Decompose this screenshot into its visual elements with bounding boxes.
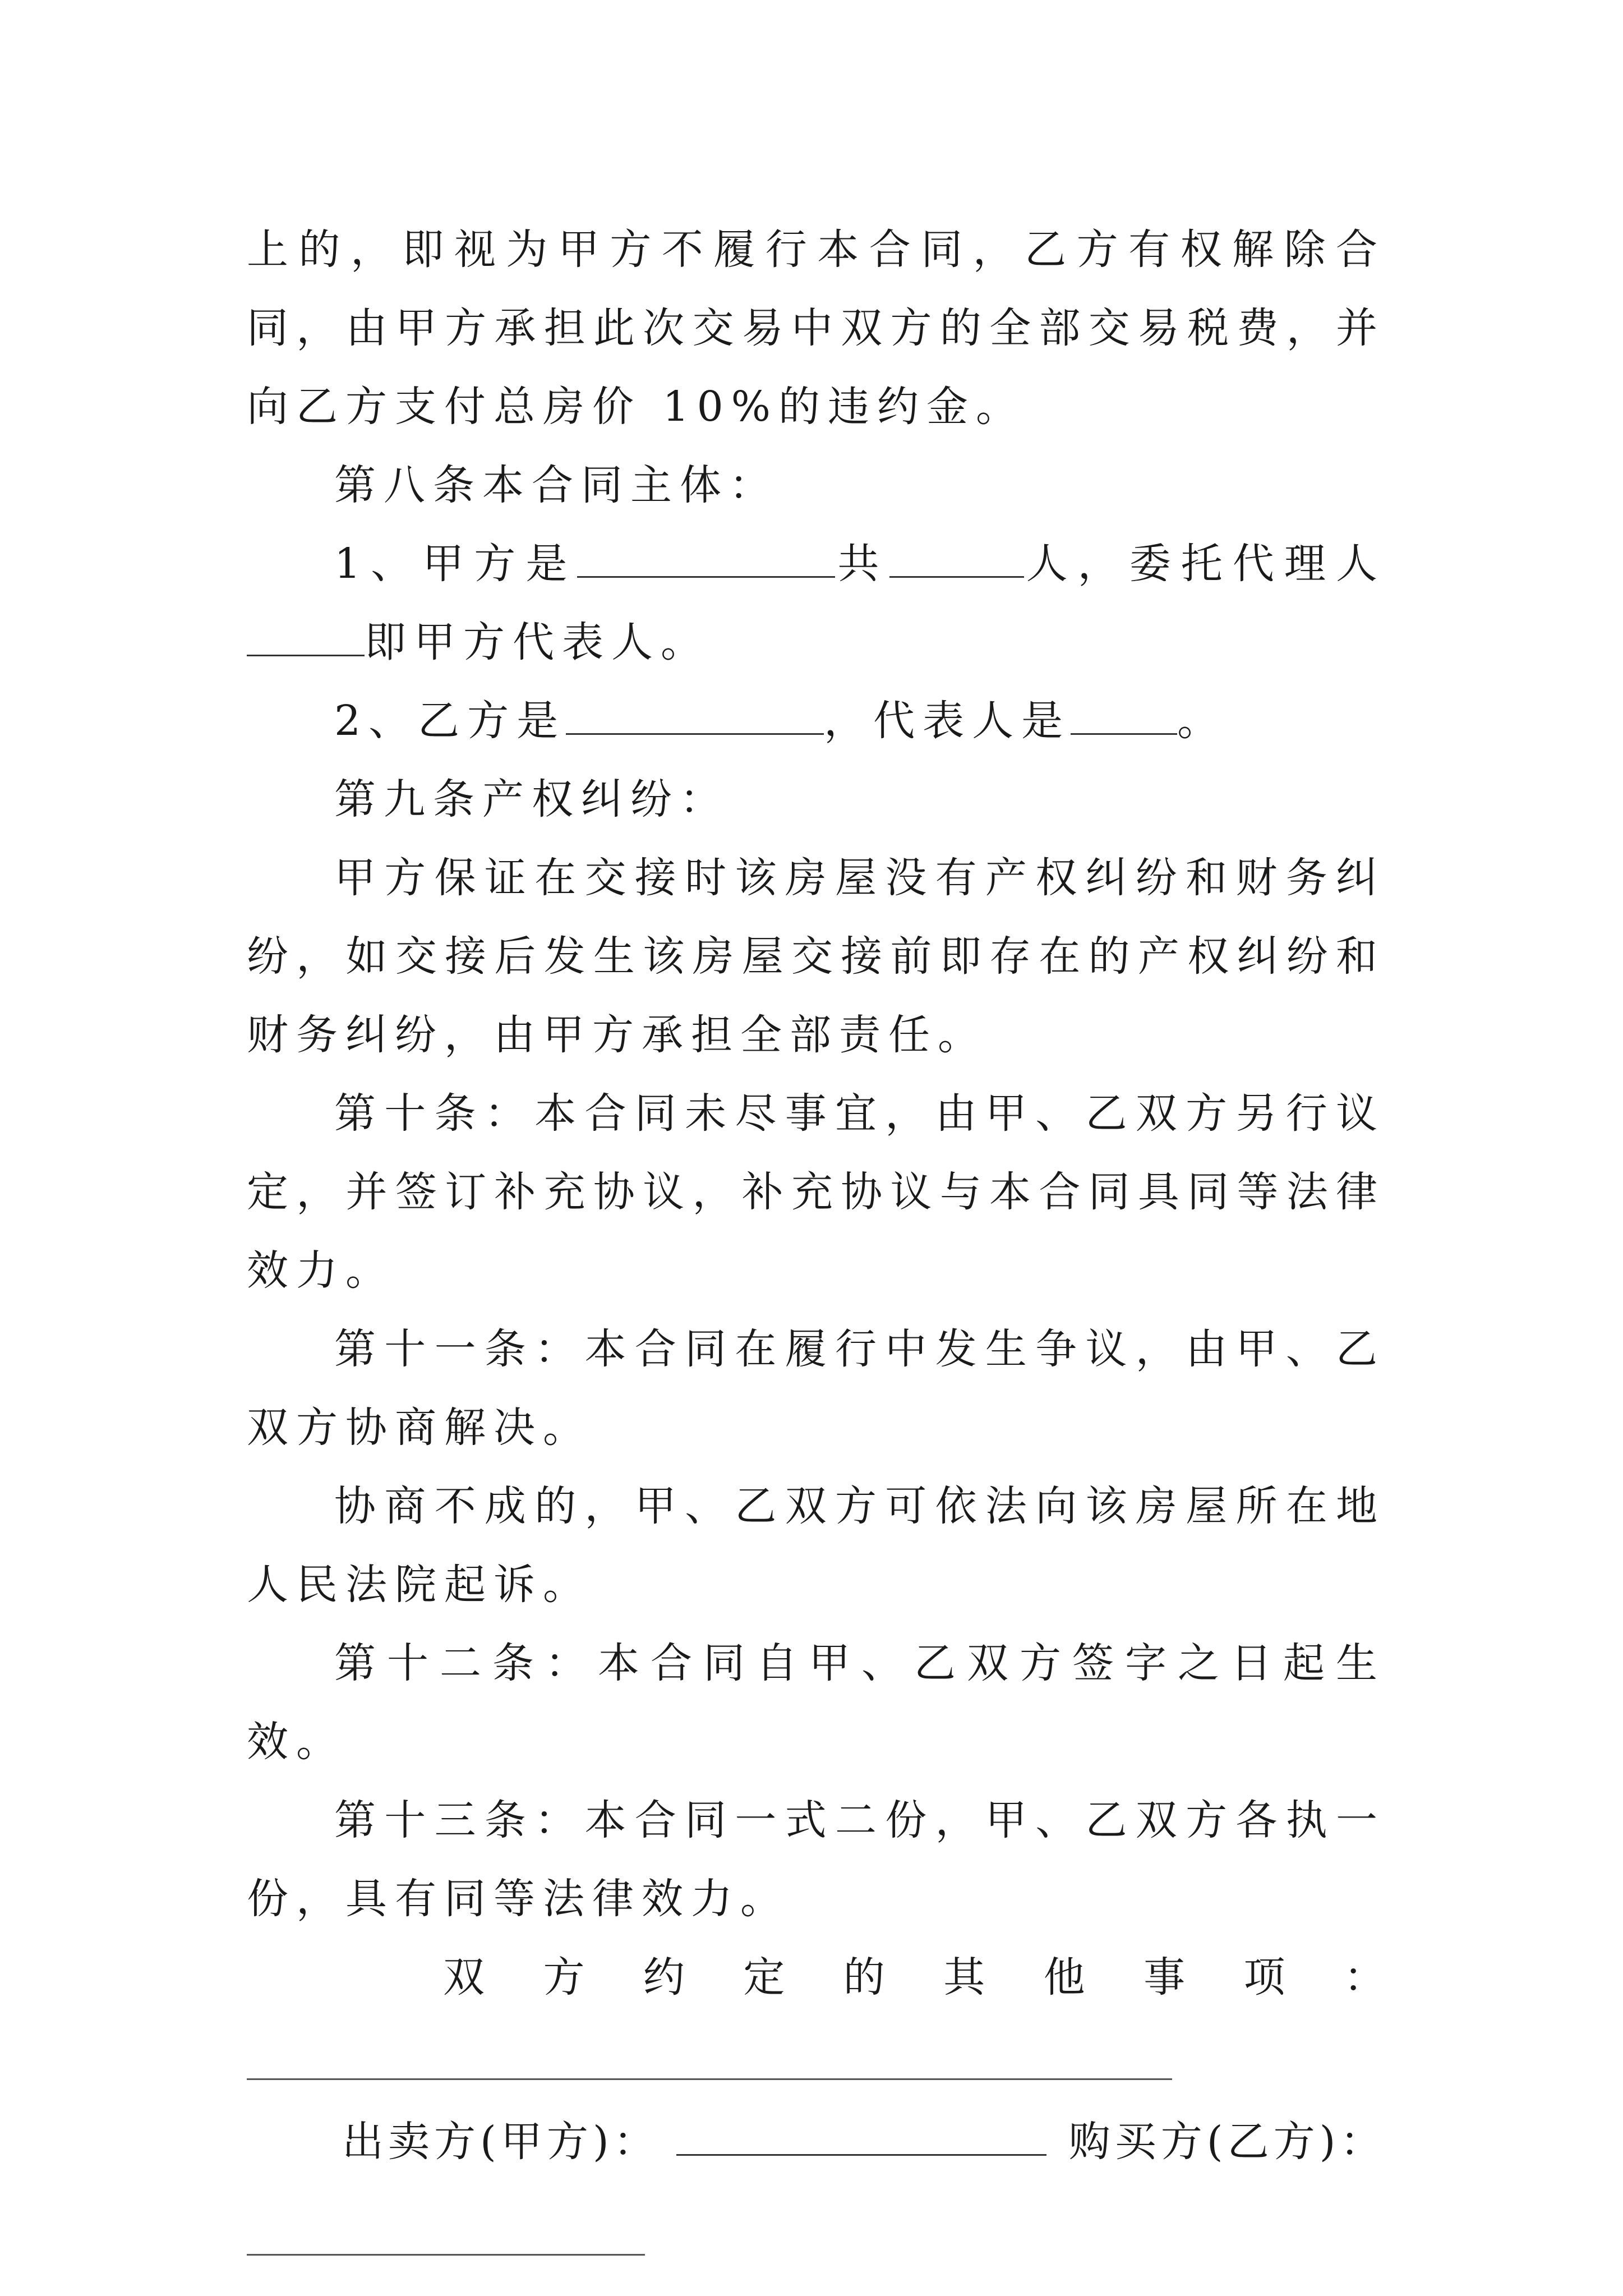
party-b-line xyxy=(247,682,1385,760)
party-a-count-blank xyxy=(889,541,1024,578)
article-12: 第十二条：本合同自甲、乙双方签字之日起生效。 xyxy=(247,1639,1385,1766)
article-11: 第十一条：本合同在履行中发生争议，由甲、乙双方协商解决。 xyxy=(247,1325,1385,1452)
party-a-mid2: 人，委托代理人 xyxy=(1023,540,1385,588)
other-matters-char: 双 xyxy=(443,1953,485,2001)
signature-line xyxy=(247,2102,1385,2181)
buyer-label: 购买方(乙方)： xyxy=(1068,2118,1386,2166)
article-9-heading: 第九条产权纠纷： xyxy=(334,775,729,823)
article-8-heading: 第八条本合同主体： xyxy=(334,461,778,509)
party-a-name-blank xyxy=(577,541,835,578)
party-b-prefix: 2、乙方是 xyxy=(334,697,566,745)
seller-signature-blank xyxy=(676,2119,1046,2156)
other-matters-char: 定 xyxy=(743,1953,785,2001)
article-11-continued: 协商不成的，甲、乙双方可依法向该房屋所在地人民法院起诉。 xyxy=(247,1482,1385,1609)
article-9-body: 甲方保证在交接时该房屋没有产权纠纷和财务纠纷，如交接后发生该房屋交接前即存在的产权纠纷和财务纠纷，由甲方承担全部责任。 xyxy=(247,854,1385,1059)
other-matters-char: 他 xyxy=(1043,1953,1085,2001)
buyer-signature-blank xyxy=(247,2181,645,2256)
contract-page xyxy=(247,210,1385,2256)
other-matters-char: ： xyxy=(1343,1953,1385,2001)
other-matters-char: 项 xyxy=(1243,1953,1285,2001)
other-matters-char: 约 xyxy=(643,1953,685,2001)
seller-label: 出卖方(甲方)： xyxy=(342,2118,660,2166)
party-a-prefix: 1、甲方是 xyxy=(334,540,578,588)
other-matters-char: 的 xyxy=(843,1953,885,2001)
other-matters-char: 事 xyxy=(1144,1953,1186,2001)
other-matters-blank-line xyxy=(247,2017,1172,2080)
party-b-rep-blank xyxy=(1071,698,1177,735)
other-matters-char: 其 xyxy=(943,1953,985,2001)
other-matters-char: 方 xyxy=(543,1953,585,2001)
party-a-agent-blank xyxy=(247,620,365,656)
party-a-line xyxy=(247,524,1385,682)
party-a-mid1: 共 xyxy=(835,540,889,588)
article-13: 第十三条：本合同一式二份，甲、乙双方各执一份，具有同等法律效力。 xyxy=(247,1796,1385,1923)
paragraph-breach: 上的，即视为甲方不履行本合同，乙方有权解除合同，由甲方承担此次交易中双方的全部交易税费，并向乙方支付总房价 10%的违约金。 xyxy=(247,226,1385,431)
article-10: 第十条：本合同未尽事宜，由甲、乙双方另行议定，并签订补充协议，补充协议与本合同具同等法律效力。 xyxy=(247,1089,1385,1295)
other-matters-heading xyxy=(247,1938,1385,2017)
party-b-name-blank xyxy=(566,698,824,735)
party-b-suffix: 。 xyxy=(1177,697,1227,745)
party-a-suffix: 即甲方代表人。 xyxy=(365,618,710,666)
party-b-mid: ，代表人是 xyxy=(824,697,1071,745)
